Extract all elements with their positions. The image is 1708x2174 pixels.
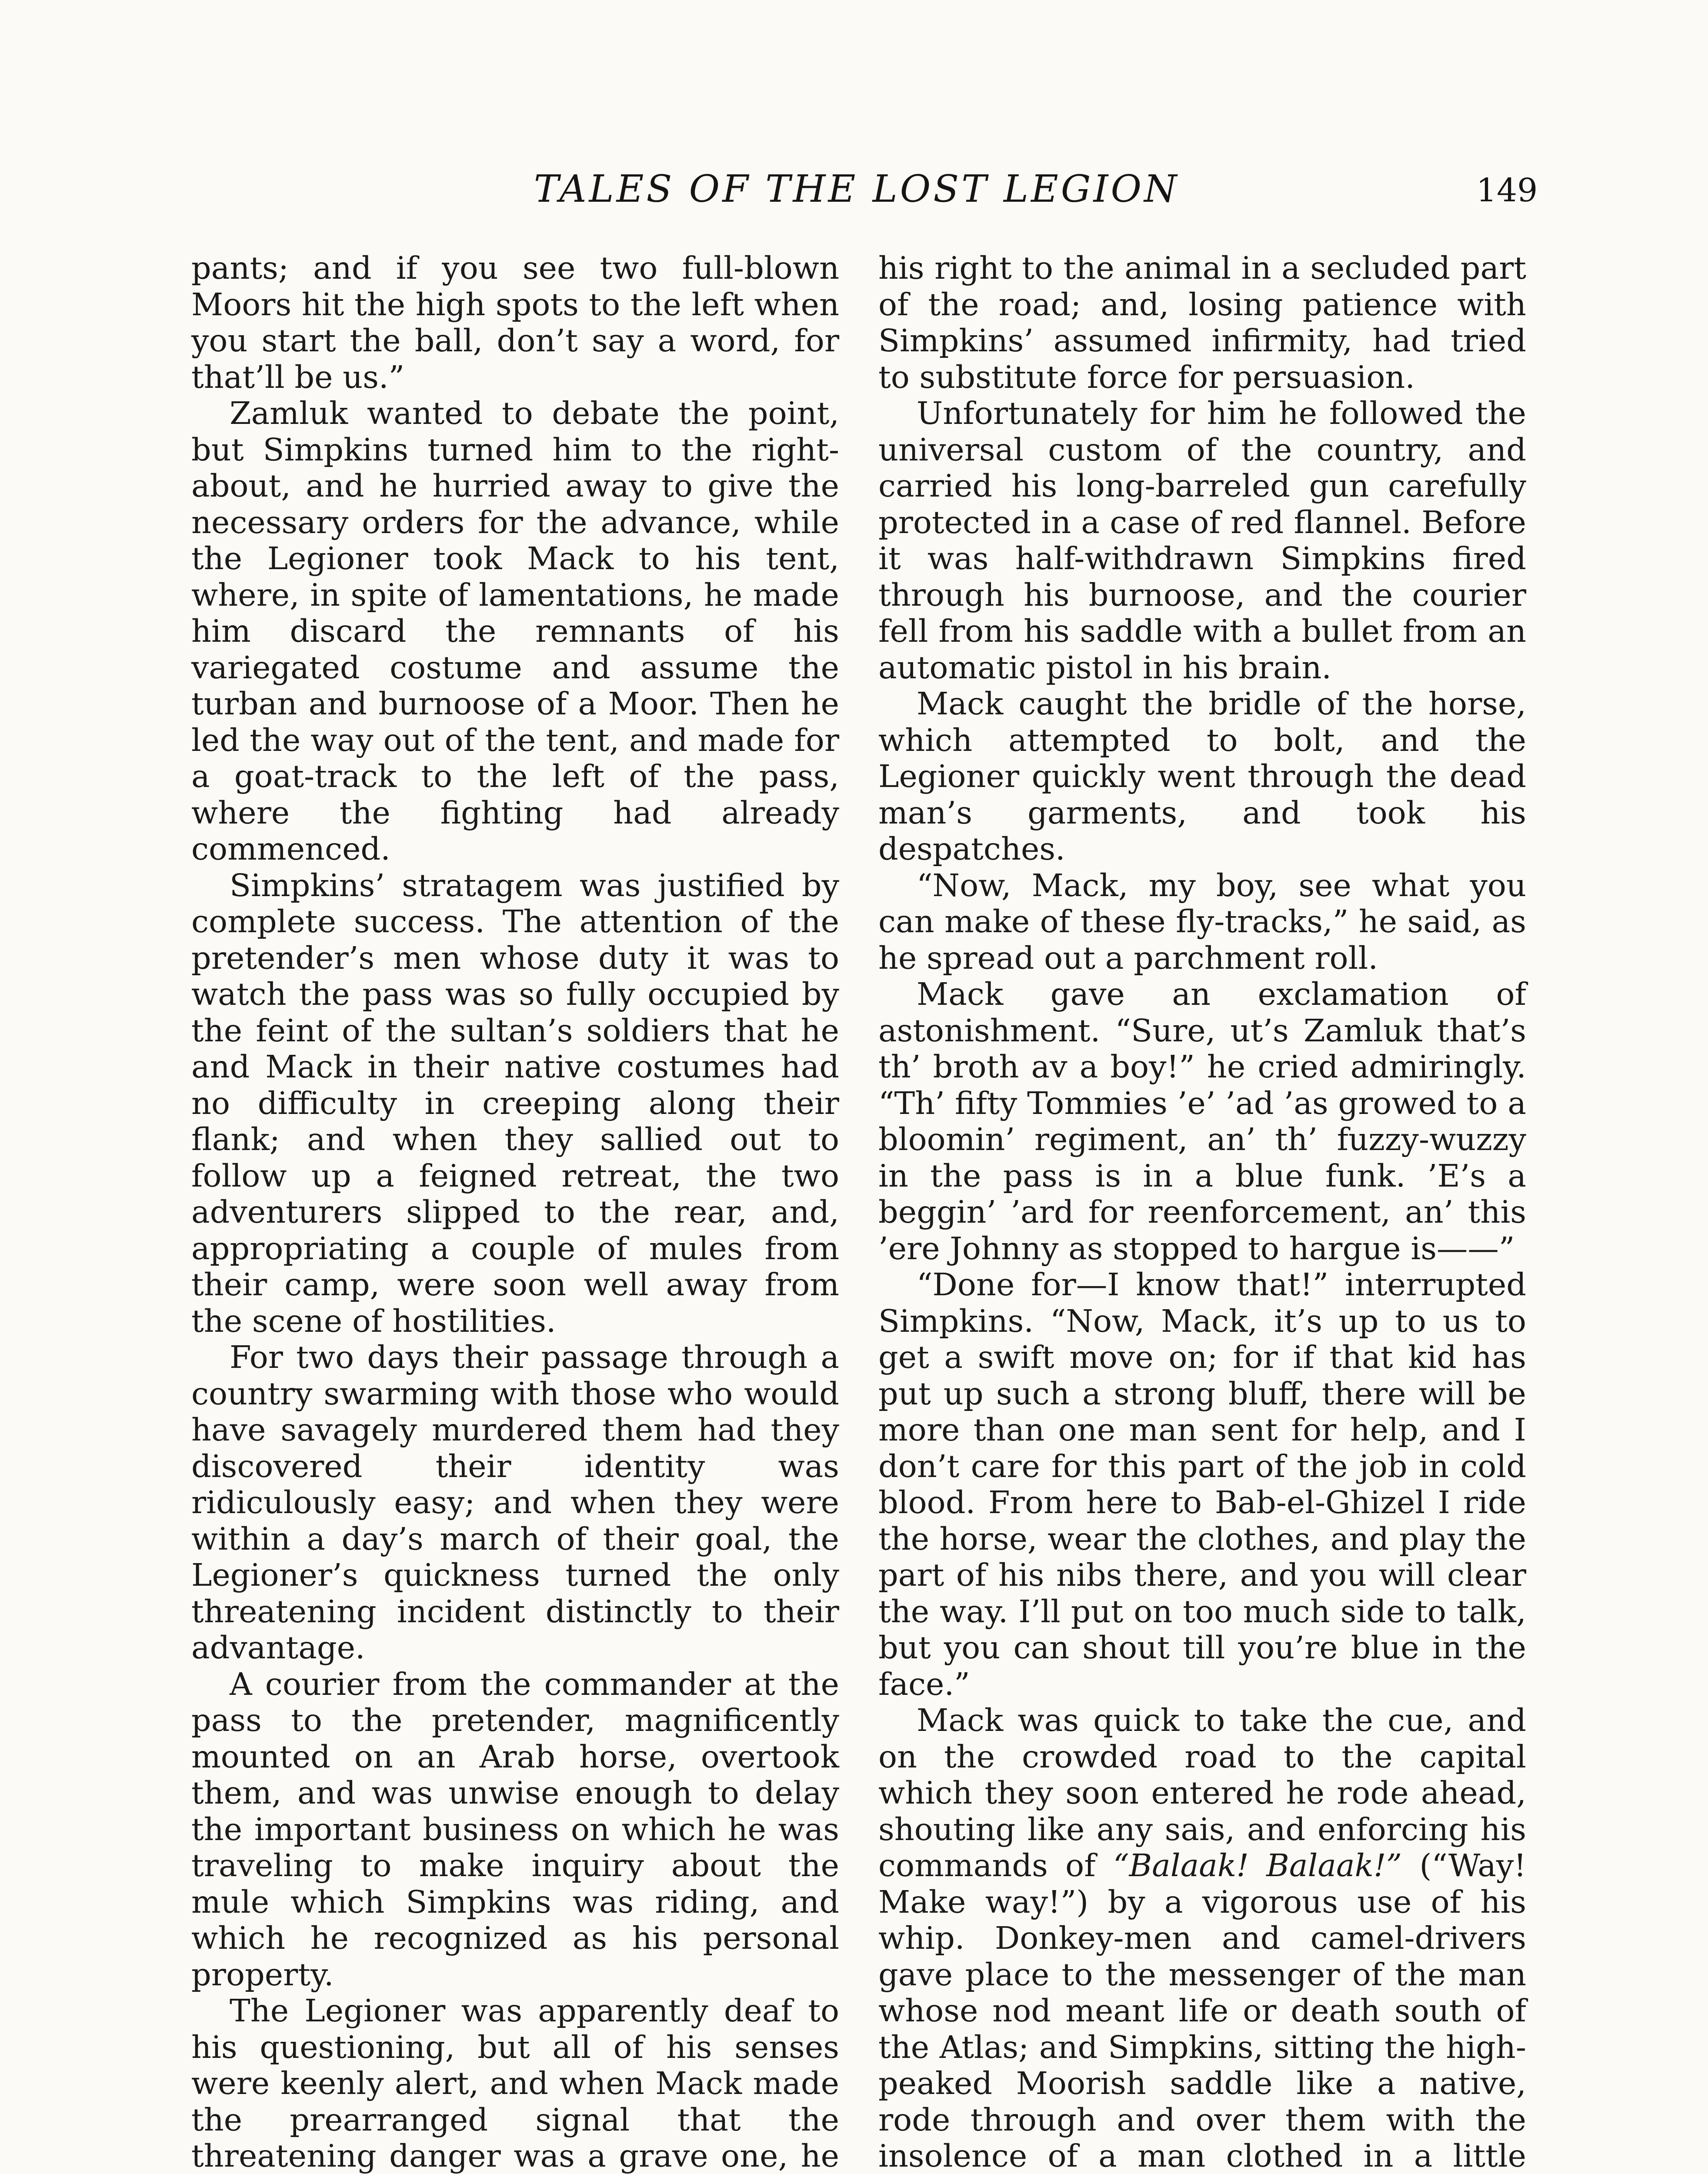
paragraph: For two days their passage through a country swarming with those who would have savagely murdered them had they discovered their identity was ridiculously easy; and when they were within a day’s march of their goal, the Legioner’s quickness turned the only threatening incident distinctly to their advantage. bbox=[191, 1339, 839, 1666]
paragraph bbox=[878, 1702, 1526, 2174]
paragraph: “Done for—I know that!” interrupted Simpkins. “Now, Mack, it’s up to us to get a swift move on; for if that kid has put up such a strong bluff, there will be more than one man sent for help, and I don’t care for this part of the job in cold blood. From here to Bab-el-Ghizel I ride the horse, wear the clothes, and play the part of his nibs there, and you will clear the way. I’ll put on too much side to talk, but you can shout till you’re blue in the face.” bbox=[878, 1267, 1526, 1702]
text-run: (“Way! Make way!”) by a vigorous use of his whip. Donkey-men and camel-drivers gave place to the messenger of the man whose nod meant life or death south of the Atlas; and Simpkins, sitting the high-peaked Moorish saddle like a native, rode through and over them with the insolence of a man clothed in a little bbox=[878, 1847, 1526, 2174]
paragraph: A courier from the commander at the pass to the pretender, magnificently mounted on an Arab horse, overtook them, and was unwise enough to delay the important business on which he was traveling to make inquiry about the mule which Simpkins was riding, and which he recognized as his personal property. bbox=[191, 1666, 839, 1993]
italic-phrase: “Balaak! Balaak!” bbox=[1113, 1847, 1402, 1884]
paragraph: Zamluk wanted to debate the point, but Simpkins turned him to the right-about, and he hurried away to give the necessary orders for the advance, while the Legioner took Mack to his tent, where, in spite of lamentations, he made him discard the remnants of his variegated costume and assume the turban and burnoose of a Moor. Then he led the way out of the tent, and made for a goat-track to the left of the pass, where the fighting had already commenced. bbox=[191, 395, 839, 867]
paragraph: his right to the animal in a secluded part of the road; and, losing patience with Simpkins’ assumed infirmity, had tried to substitute force for persuasion. bbox=[878, 250, 1526, 395]
page-number: 149 bbox=[1476, 172, 1538, 209]
paragraph: pants; and if you see two full-blown Moors hit the high spots to the left when you start the ball, don’t say a word, for that’ll be us.” bbox=[191, 250, 839, 395]
paragraph: Unfortunately for him he followed the universal custom of the country, and carried his long-barreled gun carefully protected in a case of red flannel. Before it was half-withdrawn Simpkins fired through his burnoose, and the courier fell from his saddle with a bullet from an automatic pistol in his brain. bbox=[878, 395, 1526, 686]
text-run: Mack was quick to take the cue, and on the crowded road to the capital which they soon entered he rode ahead, shouting like any sais, and enforcing his commands of bbox=[878, 1702, 1526, 1884]
paragraph: The Legioner was apparently deaf to his questioning, but all of his senses were keenly alert, and when Mack made the prearranged signal that the threatening danger was a grave one, he bbox=[191, 1993, 839, 2174]
paragraph: Simpkins’ stratagem was justified by complete success. The attention of the pretender’s men whose duty it was to watch the pass was so fully occupied by the feint of the sultan’s soldiers that he and Mack in their native costumes had no difficulty in creeping along their flank; and when they sallied out to follow up a feigned retreat, the two adventurers slipped to the rear, and, appropriating a couple of mules from their camp, were soon well away from the scene of hostilities. bbox=[191, 867, 839, 1339]
running-head: TALES OF THE LOST LEGION bbox=[534, 167, 1180, 211]
left-column bbox=[191, 250, 839, 2174]
paragraph: Mack gave an exclamation of astonishment. “Sure, ut’s Zamluk that’s th’ broth av a boy!” he cried admiringly. “Th’ fifty Tommies ’e’ ’ad ’as growed to a bloomin’ regiment, an’ th’ fuzzy-wuzzy in the pass is in a blue funk. ’E’s a beggin’ ’ard for reenforcement, an’ this ’ere Johnny as stopped to hargue is——” bbox=[878, 976, 1526, 1267]
paragraph: “Now, Mack, my boy, see what you can make of these fly-tracks,” he said, as he spread out a parchment roll. bbox=[878, 867, 1526, 976]
paragraph: Mack caught the bridle of the horse, which attempted to bolt, and the Legioner quickly went through the dead man’s garments, and took his despatches. bbox=[878, 686, 1526, 867]
right-column bbox=[878, 250, 1526, 2174]
